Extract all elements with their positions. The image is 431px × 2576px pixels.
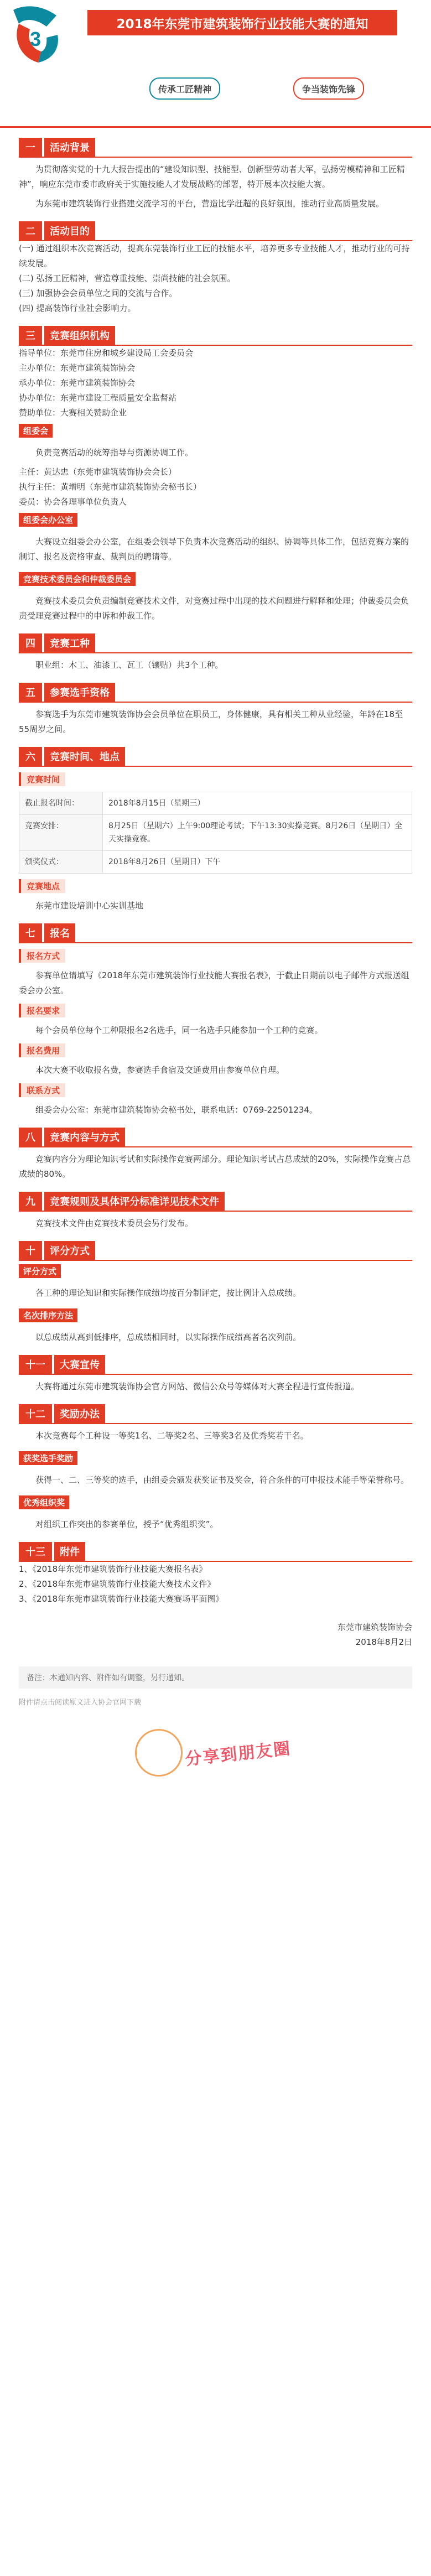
signature-date: 2018年8月2日 xyxy=(355,1637,412,1647)
list-item: (四) 提高装饰行业社会影响力。 xyxy=(19,303,136,313)
section-background xyxy=(19,138,412,211)
section-number: 十一 xyxy=(19,1355,52,1374)
paragraph: 大赛设立组委会办公室，在组委会领导下负责本次竞赛活动的组织、协调等具体工作，包括竞赛方案的制订、报名及资格审查、裁判员的聘请等。 xyxy=(19,537,409,562)
section-number: 五 xyxy=(19,683,42,702)
sub-heading: 优秀组织奖 xyxy=(19,1495,69,1509)
attachment-link[interactable]: 3、《2018年东莞市建筑装饰行业技能大赛赛场平面图》 xyxy=(19,1594,224,1604)
section-number: 六 xyxy=(19,747,42,766)
paragraph: 为东莞市建筑装饰行业搭建交流学习的平台，营造比学赶超的良好氛围，推动行业高质量发展。 xyxy=(35,199,385,209)
section-title: 评分方式 xyxy=(44,1241,95,1260)
section-time-place xyxy=(19,747,412,913)
table-cell: 2018年8月26日（星期日）下午 xyxy=(103,851,412,874)
paragraph: 大赛将通过东莞市建筑装饰协会官方网站、微信公众号等媒体对大赛全程进行宣传报道。 xyxy=(35,1382,360,1391)
section-publicity xyxy=(19,1355,412,1394)
section-qualification xyxy=(19,683,412,737)
paragraph: 组委会办公室：东莞市建筑装饰协会秘书处，联系电话：0769-22501234。 xyxy=(35,1105,318,1115)
section-number: 一 xyxy=(19,138,42,157)
sub-heading: 评分方式 xyxy=(19,1264,61,1278)
section-title: 竞赛时间、地点 xyxy=(44,747,125,766)
section-title: 竞赛规则及具体评分标准详见技术文件 xyxy=(44,1192,225,1211)
list-item: 主任：黄达忠（东莞市建筑装饰协会会长） xyxy=(19,467,177,477)
host-unit: 主办单位：东莞市建筑装饰协会 xyxy=(19,363,136,373)
paragraph: 竞赛内容分为理论知识考试和实际操作竞赛两部分。理论知识考试占总成绩的20%，实际操作竞赛占总成绩的80%。 xyxy=(19,1154,411,1179)
paragraph: 竞赛技术文件由竞赛技术委员会另行发布。 xyxy=(35,1218,194,1228)
paragraph: 参赛单位请填写《2018年东莞市建筑装饰行业技能大赛报名表》，于截止日期前以电子邮件方式报送组委会办公室。 xyxy=(19,970,409,995)
section-number: 九 xyxy=(19,1192,42,1211)
section-number: 二 xyxy=(19,221,42,240)
sub-heading: 联系方式 xyxy=(19,1083,65,1097)
section-title: 奖励办法 xyxy=(54,1404,105,1423)
section-title: 大赛宣传 xyxy=(54,1355,105,1374)
schedule-table xyxy=(19,792,412,874)
section-number: 七 xyxy=(19,923,42,942)
table-row xyxy=(19,792,412,815)
paragraph: 本次竞赛每个工种设一等奖1名、二等奖2名、三等奖3名及优秀奖若干名。 xyxy=(35,1431,309,1441)
section-number: 十 xyxy=(19,1241,42,1260)
section-title: 活动背景 xyxy=(44,138,95,157)
sub-heading: 报名方式 xyxy=(19,949,65,963)
attachment-link[interactable]: 2、《2018年东莞市建筑装饰行业技能大赛技术文件》 xyxy=(19,1579,216,1589)
signature-org: 东莞市建筑装饰协会 xyxy=(337,1622,412,1632)
share-circle-icon xyxy=(135,1729,183,1777)
paragraph: 以总成绩从高到低排序，总成绩相同时，以实际操作成绩高者名次列前。 xyxy=(35,1332,302,1342)
section-number: 四 xyxy=(19,633,42,652)
section-trades xyxy=(19,633,412,673)
paragraph: 东莞市建设培训中心实训基地 xyxy=(35,901,144,911)
sub-heading: 获奖选手奖励 xyxy=(19,1451,77,1465)
section-content xyxy=(19,1128,412,1182)
list-item: 委员：协会各理事单位负责人 xyxy=(19,497,127,507)
table-cell: 竞赛安排： xyxy=(19,815,103,851)
section-rules xyxy=(19,1192,412,1231)
section-title: 参赛选手资格 xyxy=(44,683,115,702)
sub-heading: 组委会办公室 xyxy=(19,513,77,527)
slogan-right: 争当装饰先锋 xyxy=(293,77,364,100)
paragraph: 每个会员单位每个工种限报名2名选手，同一名选手只能参加一个工种的竞赛。 xyxy=(35,1025,323,1035)
list-item: (二) 弘扬工匠精神，营造尊重技能、崇尚技能的社会氛围。 xyxy=(19,273,236,283)
section-awards xyxy=(19,1404,412,1532)
paragraph: 为贯彻落实党的十九大报告提出的“建设知识型、技能型、创新型劳动者大军，弘扬劳模精神和工匠精神”，响应东莞市委市政府关于实施技能人才发展战略的部署，特开展本次技能大赛。 xyxy=(19,164,405,189)
association-logo-icon xyxy=(8,4,62,66)
paragraph: 竞赛技术委员会负责编制竞赛技术文件，对竞赛过程中出现的技术问题进行解释和处理；仲裁委员会负责受理竞赛过程中的申诉和仲裁工作。 xyxy=(19,596,409,621)
section-title: 活动目的 xyxy=(44,221,95,240)
support-unit: 协办单位：东莞市建设工程质量安全监督站 xyxy=(19,393,177,403)
sub-heading: 报名要求 xyxy=(19,1004,65,1017)
slogan-left: 传承工匠精神 xyxy=(149,77,220,100)
table-row xyxy=(19,851,412,874)
table-cell: 2018年8月15日（星期三） xyxy=(103,792,412,815)
table-cell: 8月25日（星期六）上午9:00理论考试；下午13:30实操竞赛。8月26日（星期日）全天实操竞赛。 xyxy=(103,815,412,851)
section-number: 三 xyxy=(19,326,42,345)
paragraph: 对组织工作突出的参赛单位，授予“优秀组织奖”。 xyxy=(35,1519,219,1529)
list-item: (一) 通过组织本次竞赛活动，提高东莞装饰行业工匠的技能水平，培养更多专业技能人才，推动行业的可持续发展。 xyxy=(19,243,410,268)
table-row xyxy=(19,815,412,851)
sub-heading: 名次排序方法 xyxy=(19,1308,77,1322)
download-hint: 附件请点击阅读原文进入协会官网下载 xyxy=(19,1699,142,1707)
page-title: 2018年东莞市建筑装饰行业技能大赛的通知 xyxy=(87,10,397,35)
section-registration xyxy=(19,923,412,1118)
table-cell: 颁奖仪式： xyxy=(19,851,103,874)
sub-heading: 报名费用 xyxy=(19,1043,65,1057)
section-title: 附件 xyxy=(54,1542,85,1561)
section-number: 十二 xyxy=(19,1404,52,1423)
paragraph: 职业组：木工、油漆工、瓦工（镶贴）共3个工种。 xyxy=(35,660,224,670)
section-title: 竞赛内容与方式 xyxy=(44,1128,125,1146)
paragraph: 参赛选手为东莞市建筑装饰协会会员单位在职员工，身体健康，具有相关工种从业经验，年龄在18至55周岁之间。 xyxy=(19,709,403,734)
list-item: (三) 加强协会会员单位之间的交流与合作。 xyxy=(19,288,178,298)
section-title: 报名 xyxy=(44,923,75,942)
list-item: 执行主任：黄增明（东莞市建筑装饰协会秘书长） xyxy=(19,482,202,492)
section-organization xyxy=(19,326,412,624)
paragraph: 获得一、二、三等奖的选手，由组委会颁发获奖证书及奖金，符合条件的可申报技术能手等荣誉称号。 xyxy=(35,1475,409,1485)
table-cell: 截止报名时间： xyxy=(19,792,103,815)
section-attachments xyxy=(19,1542,412,1607)
sub-heading: 竞赛时间 xyxy=(19,772,65,786)
sub-heading: 竞赛地点 xyxy=(19,879,65,893)
paragraph: 本次大赛不收取报名费，参赛选手食宿及交通费用由参赛单位自理。 xyxy=(35,1065,285,1075)
sub-heading: 组委会 xyxy=(19,424,53,438)
section-title: 竞赛组织机构 xyxy=(44,326,115,345)
section-purpose xyxy=(19,221,412,316)
sub-heading: 竞赛技术委员会和仲裁委员会 xyxy=(19,572,136,586)
share-text: 分享到朋友圈 xyxy=(184,1739,292,1769)
section-scoring xyxy=(19,1241,412,1345)
co-unit: 承办单位：东莞市建筑装饰协会 xyxy=(19,378,136,388)
guide-unit: 指导单位：东莞市住房和城乡建设局工会委员会 xyxy=(19,348,194,358)
footer-note: 备注：本通知内容、附件如有调整，另行通知。 xyxy=(19,1666,412,1689)
paragraph: 负责竞赛活动的统筹指导与资源协调工作。 xyxy=(35,448,194,458)
section-title: 竞赛工种 xyxy=(44,633,95,652)
share-banner[interactable] xyxy=(19,1718,412,1790)
sponsor-unit: 赞助单位：大赛相关赞助企业 xyxy=(19,408,127,418)
header xyxy=(0,0,431,128)
attachment-link[interactable]: 1、《2018年东莞市建筑装饰行业技能大赛报名表》 xyxy=(19,1564,207,1574)
section-number: 十三 xyxy=(19,1542,52,1561)
paragraph: 各工种的理论知识和实际操作成绩均按百分制评定，按比例计入总成绩。 xyxy=(35,1288,302,1298)
svg-text:3: 3 xyxy=(30,28,41,50)
section-number: 八 xyxy=(19,1128,42,1146)
